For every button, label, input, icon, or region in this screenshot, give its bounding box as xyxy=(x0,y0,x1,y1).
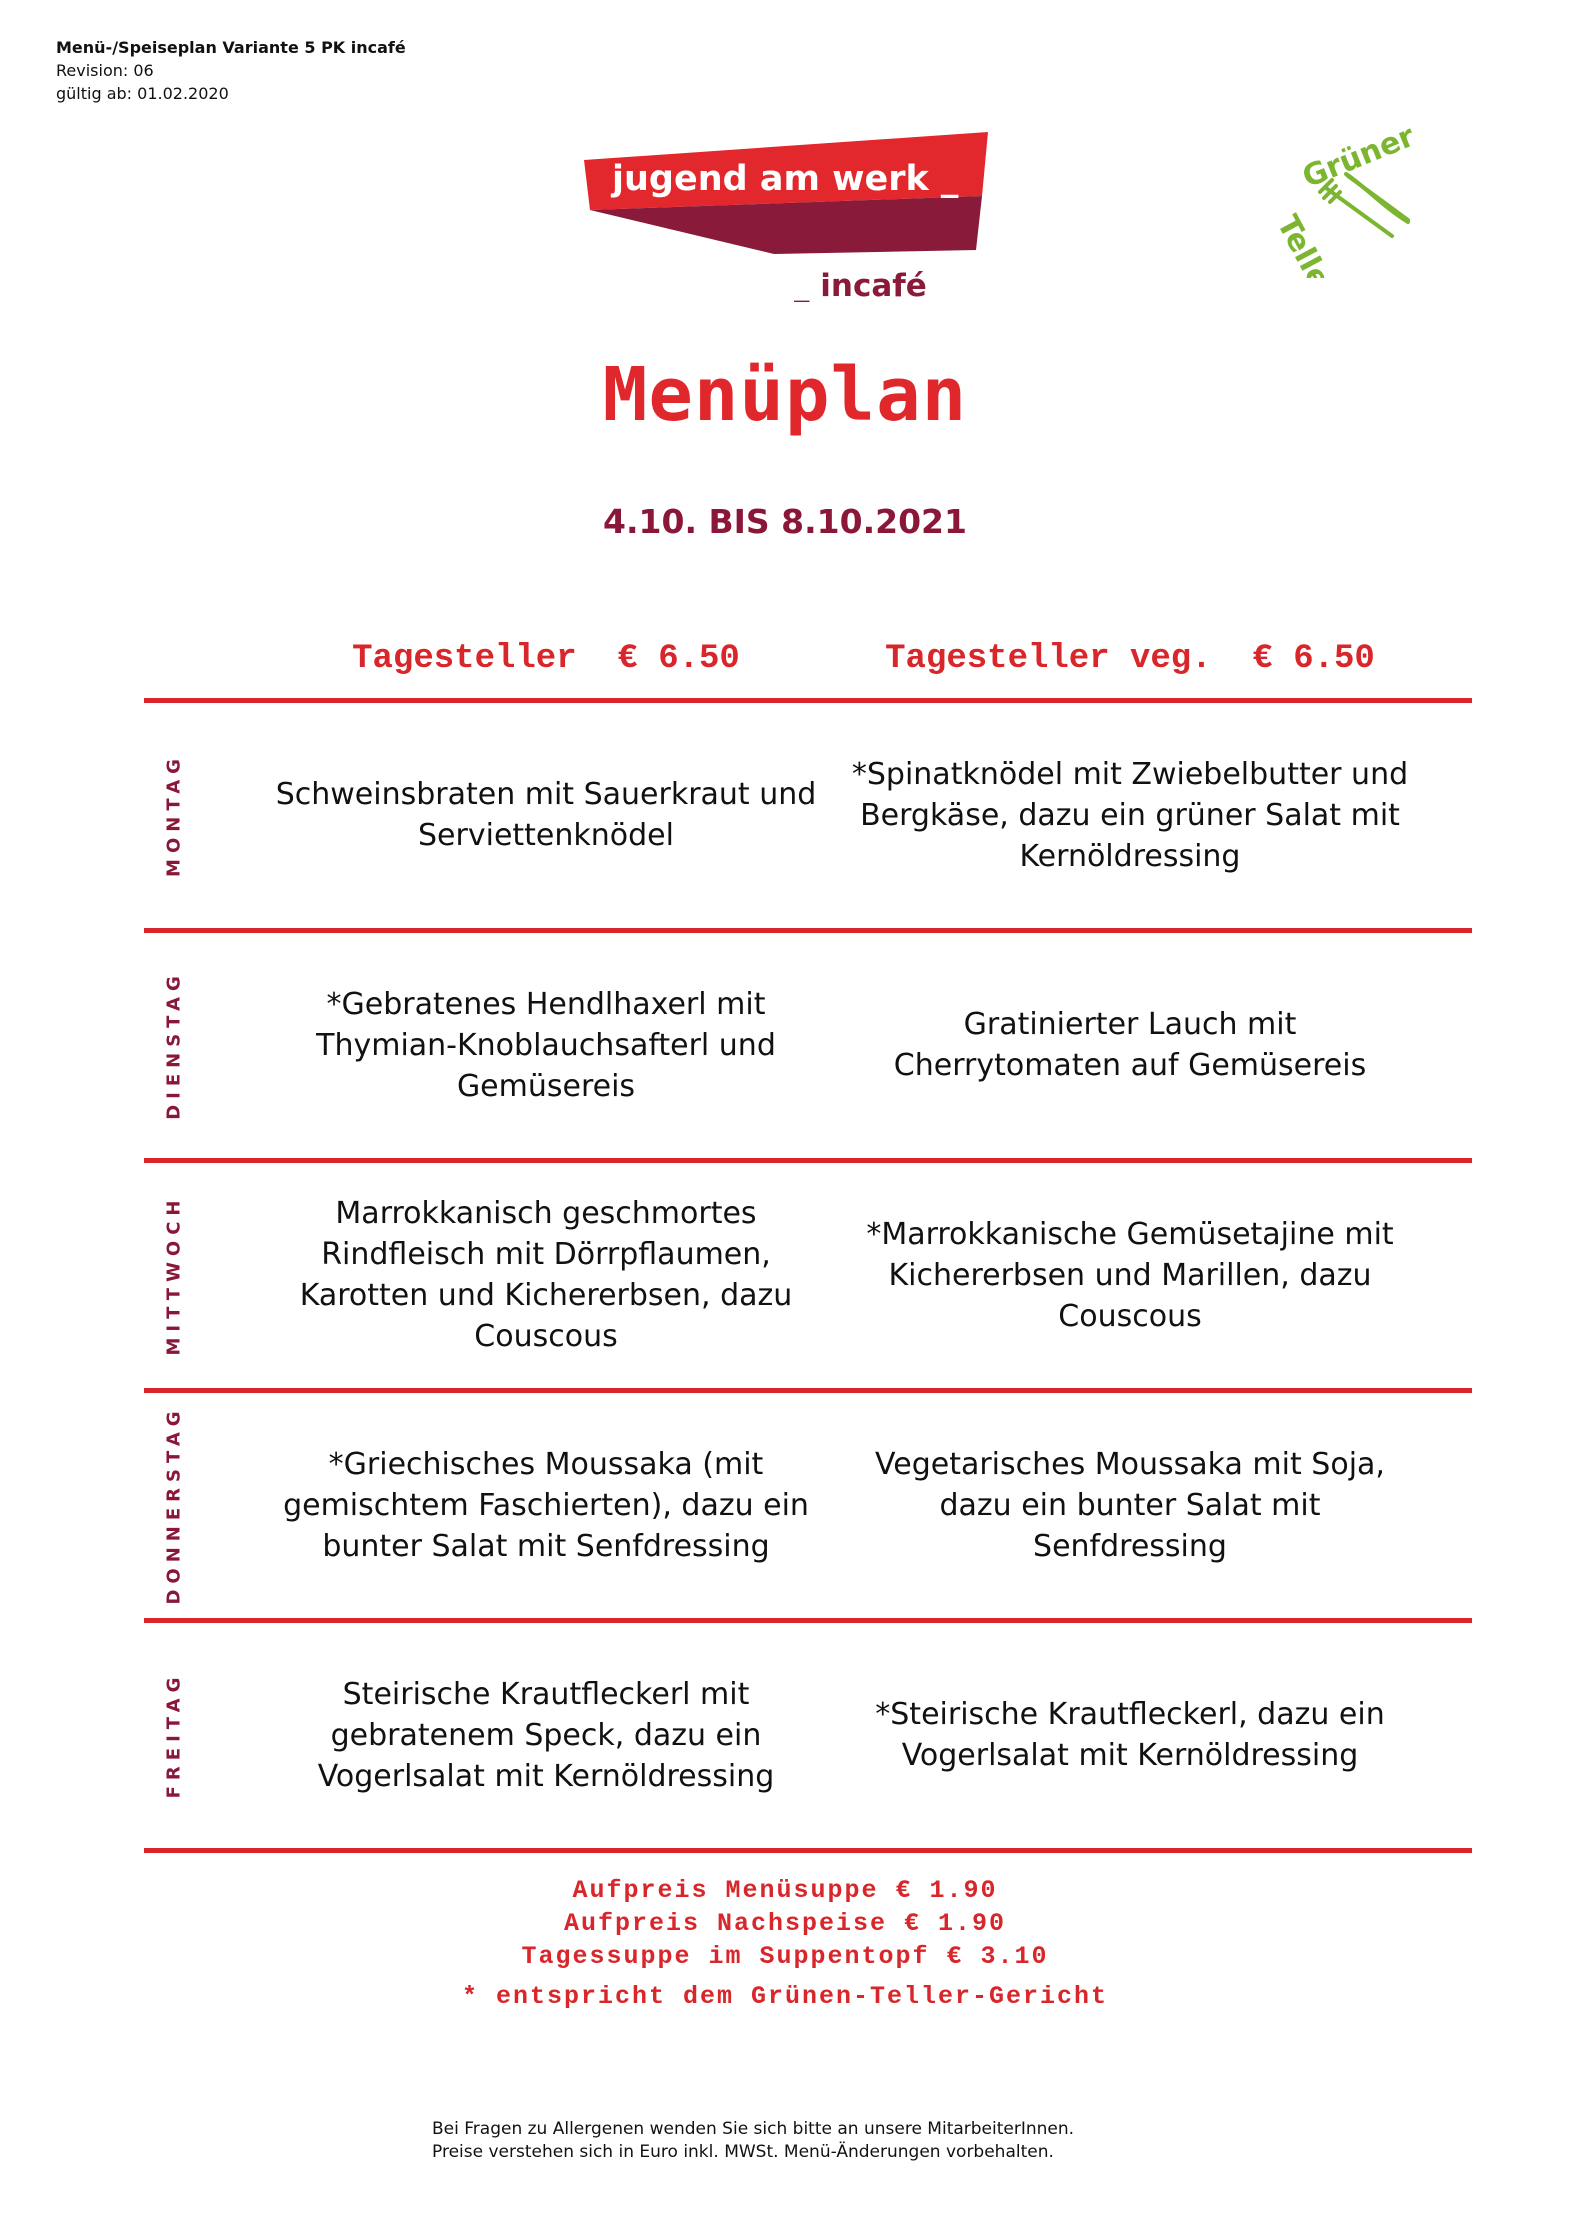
logo-brand-text: jugend am werk _ xyxy=(612,159,959,199)
day-label: MITTWOCH xyxy=(163,1194,185,1356)
dish-vegetarian: Vegetarisches Moussaka mit Soja, dazu ein bunter Salat mit Senfdressing xyxy=(875,1446,1385,1564)
logo-sub-text: _ incafé xyxy=(794,268,927,302)
badge-line2: Teller xyxy=(1269,209,1344,278)
dish-main: *Griechisches Moussaka (mit gemischtem Faschierten), dazu ein bunter Salat mit Senfdressing xyxy=(283,1446,809,1564)
dish-main: Steirische Krautfleckerl mit gebratenem Speck, dazu ein Vogerlsalat mit Kernöldressing xyxy=(317,1676,775,1794)
badge-line1: Grüner xyxy=(1297,128,1420,196)
footer-price-note: Preise verstehen sich in Euro inkl. MWSt. Menü-Änderungen vorbehalten. xyxy=(432,2142,1054,2162)
surcharge-soup-pot: Tagessuppe im Suppentopf € 3.10 xyxy=(521,1942,1049,1971)
dish-vegetarian: *Steirische Krautfleckerl, dazu ein Vogerlsalat mit Kernöldressing xyxy=(875,1697,1385,1773)
document-header xyxy=(56,36,406,105)
day-label: DONNERSTAG xyxy=(163,1405,185,1605)
dish-main: Marrokkanisch geschmortes Rindfleisch mit Dörrpflaumen, Karotten und Kichererbsen, dazu Couscous xyxy=(299,1196,793,1354)
divider xyxy=(144,928,1472,933)
menu-row-freitag xyxy=(144,1624,1472,1846)
day-label: MONTAG xyxy=(163,753,185,877)
day-label: FREITAG xyxy=(163,1671,185,1799)
menu-row-mittwoch xyxy=(144,1164,1472,1386)
gruener-teller-badge xyxy=(1250,128,1422,278)
dish-vegetarian: *Spinatknödel mit Zwiebelbutter und Bergkäse, dazu ein grüner Salat mit Kernöldressing xyxy=(851,756,1409,874)
dish-main: Schweinsbraten mit Sauerkraut und Serviettenknödel xyxy=(275,777,817,853)
page-title: Menüplan xyxy=(602,352,968,438)
footer-allergen-note: Bei Fragen zu Allergenen wenden Sie sich bitte an unsere MitarbeiterInnen. xyxy=(432,2119,1075,2139)
menu-row-donnerstag xyxy=(144,1394,1472,1616)
divider xyxy=(144,1388,1472,1393)
revision-label: Revision: 06 xyxy=(56,61,154,80)
document-title: Menü-/Speiseplan Variante 5 PK incafé xyxy=(56,38,406,57)
surcharge-list xyxy=(0,1874,1570,1973)
surcharge-dessert: Aufpreis Nachspeise € 1.90 xyxy=(563,1909,1007,1938)
menu-row-montag xyxy=(144,704,1472,926)
menu-row-dienstag xyxy=(144,934,1472,1156)
valid-from-label: gültig ab: 01.02.2020 xyxy=(56,84,229,103)
date-range: 4.10. BIS 8.10.2021 xyxy=(603,502,967,541)
dish-vegetarian: *Marrokkanische Gemüsetajine mit Kichererbsen und Marillen, dazu Couscous xyxy=(866,1216,1394,1334)
divider xyxy=(144,1158,1472,1163)
dish-vegetarian: Gratinierter Lauch mit Cherrytomaten auf Gemüsereis xyxy=(893,1007,1367,1083)
footer xyxy=(432,2118,1074,2164)
day-label: DIENSTAG xyxy=(163,970,185,1120)
divider xyxy=(144,1618,1472,1623)
divider xyxy=(144,698,1472,703)
column-header-tagesteller-veg: Tagesteller veg. € 6.50 xyxy=(885,640,1375,678)
divider xyxy=(144,1848,1472,1853)
dish-main: *Gebratenes Hendlhaxerl mit Thymian-Knoblauchsafterl und Gemüsereis xyxy=(316,986,776,1104)
column-header-tagesteller: Tagesteller € 6.50 xyxy=(352,640,740,678)
jugend-am-werk-logo xyxy=(584,130,994,302)
green-plate-note: * entspricht dem Grünen-Teller-Gericht xyxy=(461,1982,1109,2011)
surcharge-soup: Aufpreis Menüsuppe € 1.90 xyxy=(572,1876,998,1905)
